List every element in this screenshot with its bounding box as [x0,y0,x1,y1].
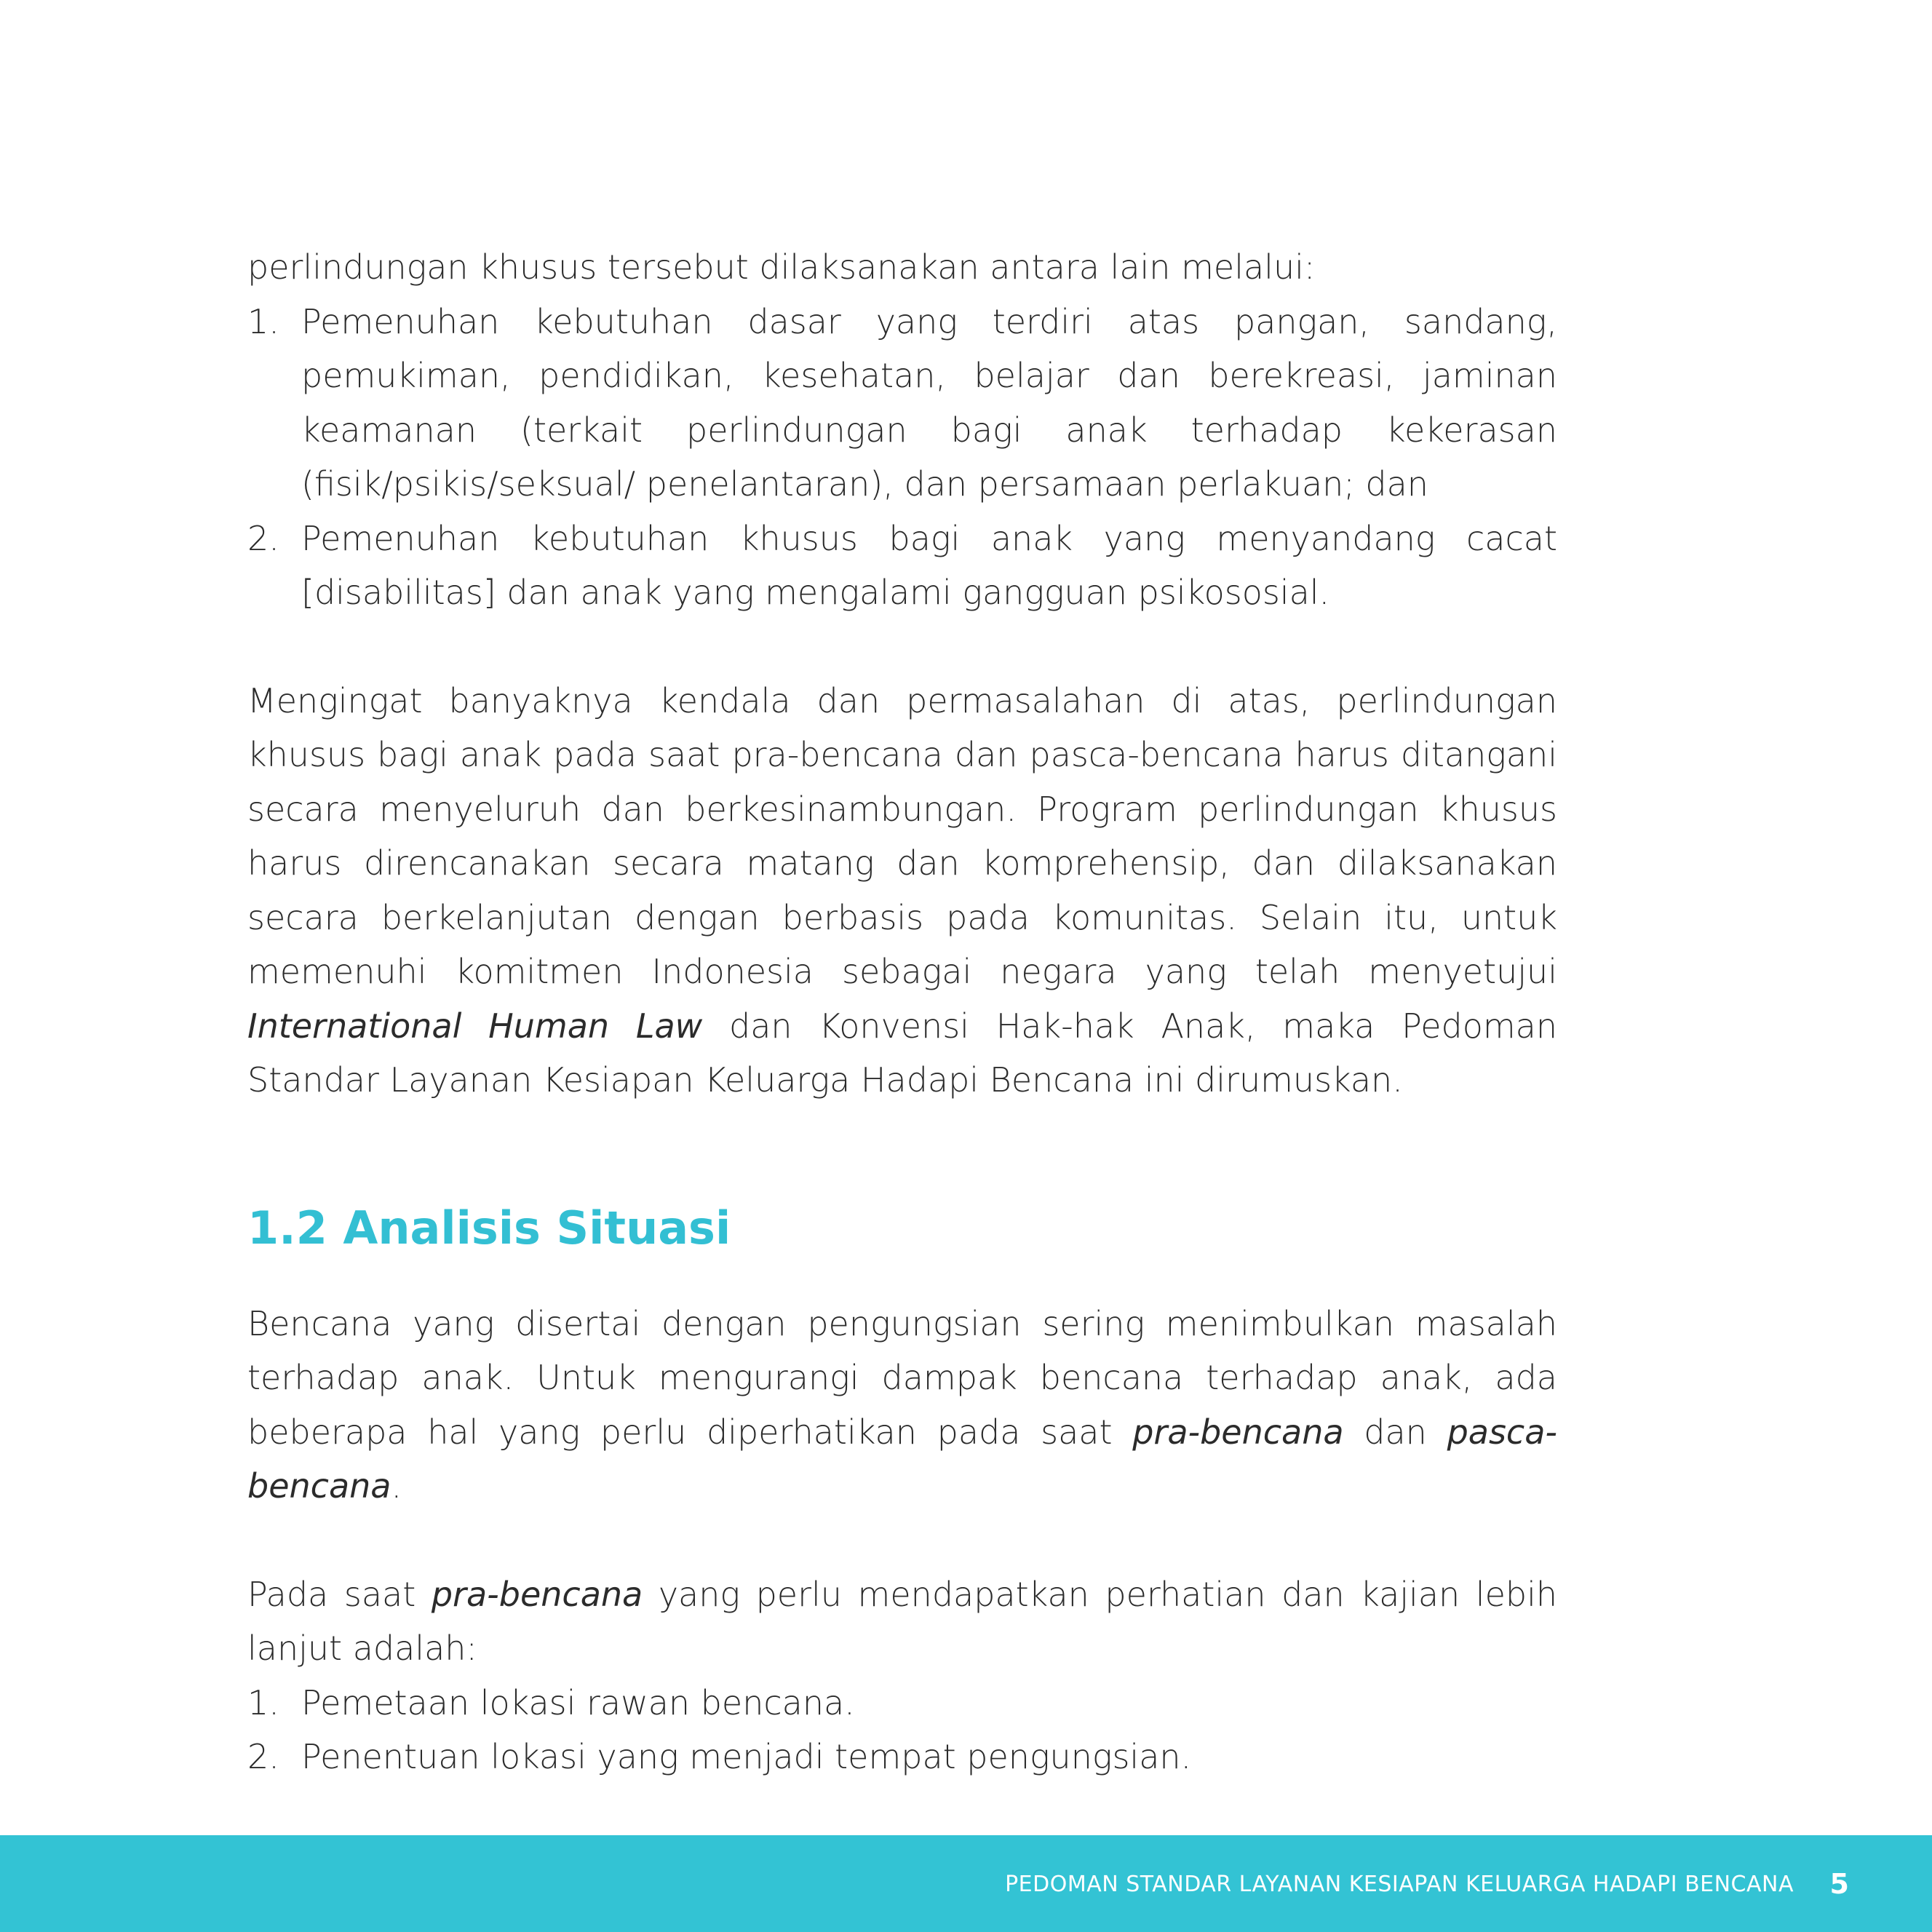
paragraph-text: yang perlu mendapatkan perhatian dan kajian lebih lanjut adalah: [247,1574,1558,1668]
paragraph-italic-text: pra-bencana [431,1574,643,1614]
page-number: 5 [1829,1868,1849,1900]
paragraph-program [247,674,1557,1108]
protection-list [247,295,1557,620]
list-item-text: Pemenuhan kebutuhan khusus bagi anak yang menyandang cacat [disabilitas] dan anak yang mengalami gangguan psikososial. [301,518,1557,612]
list-item-text: Pemetaan lokasi rawan bencana. [301,1682,855,1722]
intro-text: perlindungan khusus tersebut dilaksanakan antara lain melalui: [247,247,1316,287]
list-item [247,1730,1557,1784]
paragraph-text: Pada saat [247,1574,432,1614]
paragraph-text: dan Konvensi Hak-hak Anak, maka Pedoman Standar Layanan Kesiapan Keluarga Hadapi Bencana ini dirumuskan. [247,1006,1557,1100]
paragraph-text: dan [1343,1412,1447,1452]
pre-disaster-list [247,1676,1557,1784]
list-item [247,1676,1557,1730]
paragraph-italic-text: International Human Law [247,1006,703,1046]
list-item-number: 2. [247,1737,279,1776]
paragraph-italic-text: pasca-bencana [247,1412,1557,1506]
list-item-text: Penentuan lokasi yang menjadi tempat pengungsian. [301,1737,1192,1776]
paragraph-italic-text: pra-bencana [1132,1412,1344,1452]
section-heading: 1.2 Analisis Situasi [247,1201,731,1255]
paragraph-text: Mengingat banyaknya kendala dan permasalahan di atas, perlindungan khusus bagi anak pada saat pra-bencana dan pasca-bencana harus ditangani secara menyeluruh dan berkesinambungan. Program perlindungan khusus harus direncanakan secara matang dan komprehensip, dan dilaksanakan secara berkelanjutan dengan berbasis pada komunitas. Selain itu, untuk memenuhi komitmen Indonesia sebagai negara yang telah menyetujui [247,680,1557,991]
footer-title: PEDOMAN STANDAR LAYANAN KESIAPAN KELUARGA HADAPI BENCANA [1005,1872,1794,1897]
page-content [247,240,1557,1784]
list-item-text: Pemenuhan kebutuhan dasar yang terdiri atas pangan, sandang, pemukiman, pendidikan, kesehatan, belajar dan berekreasi, jaminan keamanan (terkait perlindungan bagi anak terhadap kekerasan (fisik/psikis/seksual/ penelantaran), dan persamaan perlakuan; dan [301,301,1557,504]
list-item-number: 2. [247,518,279,558]
paragraph-disaster [247,1297,1557,1514]
paragraph-text: . [391,1466,402,1506]
page-footer [0,1835,1932,1932]
list-item-number: 1. [247,1682,279,1722]
list-item [247,295,1557,512]
paragraph-pre-disaster [247,1567,1557,1676]
list-item [247,512,1557,620]
list-item-number: 1. [247,301,279,341]
paragraph-text: Bencana yang disertai dengan pengungsian sering menimbulkan masalah terhadap anak. Untuk mengurangi dampak bencana terhadap anak, ada beberapa hal yang perlu diperhatikan pada saat [247,1303,1557,1452]
